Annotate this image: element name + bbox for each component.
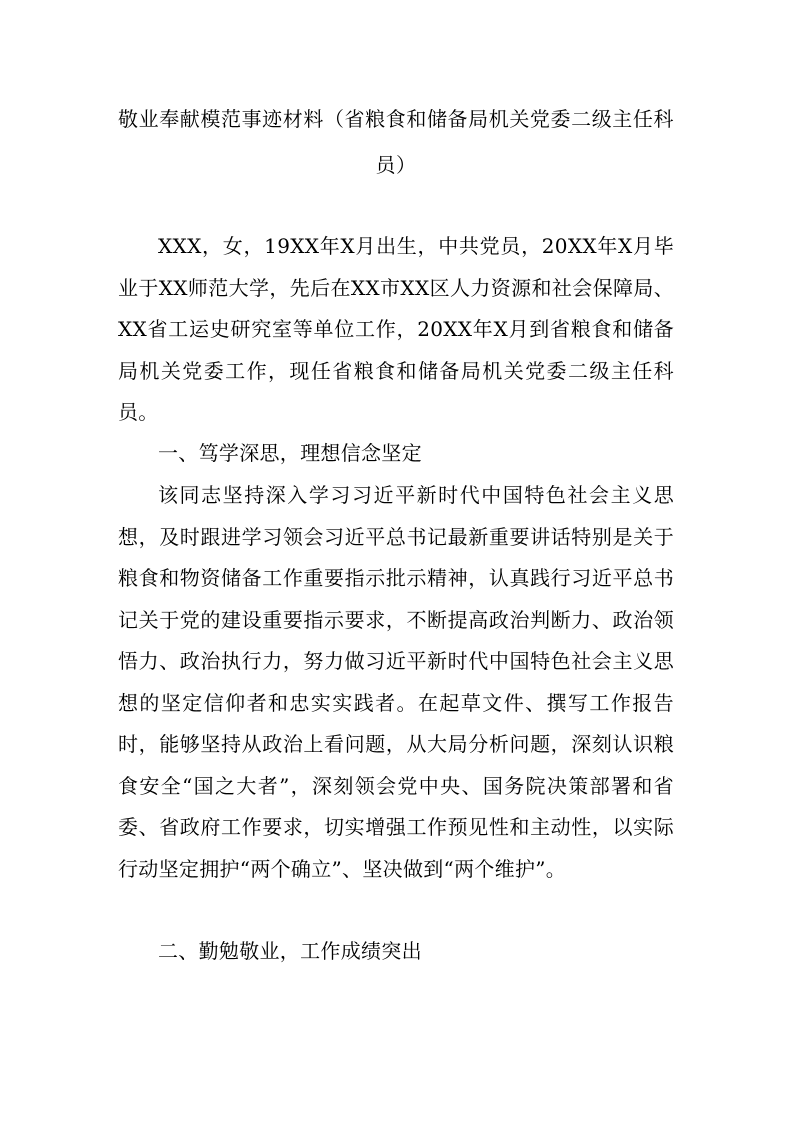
section-heading-2: 二、勤勉敬业，工作成绩突出: [158, 939, 422, 963]
section-body-1: 该同志坚持深入学习习近平新时代中国特色社会主义思想，及时跟进学习领会习近平总书记最新重要讲话特别是关于粮食和物资储备工作重要指示批示精神，认真践行习近平总书记关于党的建设重要指示要求，不断提高政治判断力、政治领悟力、政治执行力，努力做习近平新时代中国特色社会主义思想的坚定信仰者和忠实实践者。在起草文件、撰写工作报告时，能够坚持从政治上看问题，从大局分析问题，深刻认识粮食安全“国之大者”，深刻领会党中央、国务院决策部署和省委、省政府工作要求，切实增强工作预见性和主动性，以实际行动坚定拥护“两个确立”、坚决做到“两个维护”。: [118, 483, 674, 881]
intro-paragraph: XXX，女，19XX年X月出生，中共党员，20XX年X月毕业于XX师范大学，先后在XX市XX区人力资源和社会保障局、XX省工运史研究室等单位工作，20XX年X月到省粮食和储备局机关党委工作，现任省粮食和储备局机关党委二级主任科员。: [118, 234, 674, 424]
section-heading-1: 一、笃学深思，理想信念坚定: [158, 441, 422, 465]
document-title: 敬业奉献模范事迹材料（省粮食和储备局机关党委二级主任科员）: [118, 107, 674, 177]
